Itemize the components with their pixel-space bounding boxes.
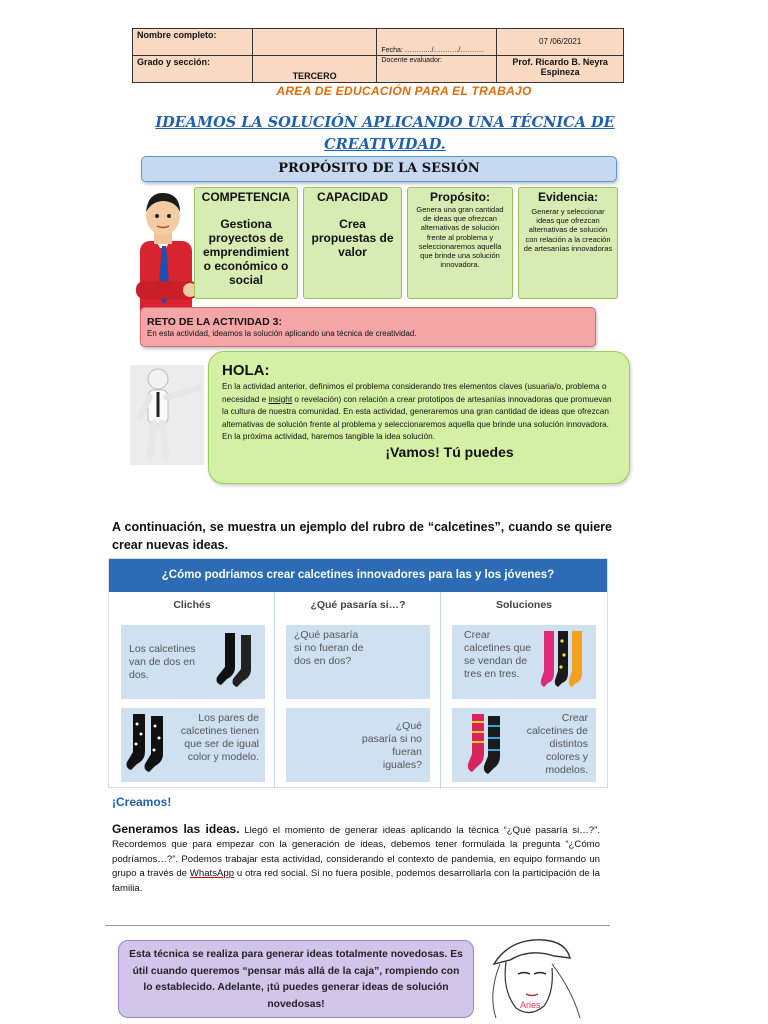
purpose-bar: PROPÓSITO DE LA SESIÓN bbox=[141, 156, 617, 182]
cliche-1-text: Los calcetines van de dos en dos. bbox=[129, 643, 196, 681]
quepasaria-2-text: ¿Qué pasaría si no fueran iguales? bbox=[361, 720, 422, 771]
hola-insight-word: insight bbox=[268, 394, 293, 404]
black-socks-icon bbox=[215, 631, 261, 693]
competencia-body: Gestiona proyectos de emprendimient o económico o social bbox=[202, 217, 289, 287]
evidencia-body: Generar y seleccionar ideas que ofrezcan alternativas de solución con relación a la creación de artesanías innovadoras bbox=[523, 207, 613, 253]
hola-box bbox=[208, 351, 630, 484]
evaluator-label: Docente evaluador: bbox=[377, 56, 497, 83]
hola-title: HOLA: bbox=[222, 362, 270, 379]
cliche-cell-1 bbox=[121, 625, 265, 699]
col-cliches-title: Clichés bbox=[173, 599, 211, 611]
reto-title: RETO DE LA ACTIVIDAD 3: bbox=[147, 316, 282, 328]
vamos-text: ¡Vamos! Tú puedes bbox=[385, 443, 514, 460]
quepasaria-cell-1 bbox=[286, 625, 430, 699]
proposito-card bbox=[407, 187, 513, 299]
capacidad-card bbox=[303, 187, 402, 299]
solucion-1-text: Crear calcetines que se vendan de tres en tres. bbox=[464, 629, 532, 680]
divider-line bbox=[105, 925, 610, 926]
competencia-card bbox=[194, 187, 298, 299]
generamos-paragraph bbox=[112, 822, 600, 896]
whatsapp-word: WhatsApp bbox=[189, 868, 235, 880]
main-title: IDEAMOS LA SOLUCIÓN APLICANDO UNA TÉCNICA DE CREATIVIDAD. bbox=[155, 114, 615, 153]
competencia-title: COMPETENCIA bbox=[201, 190, 291, 204]
solucion-cell-2 bbox=[452, 708, 596, 782]
signature-text: Aries bbox=[520, 1000, 541, 1010]
date-value: 07 /06/2021 bbox=[497, 29, 624, 56]
header-table bbox=[132, 28, 624, 83]
cliche-2-text: Los pares de calcetines tienen que ser de igual color y modelo. bbox=[180, 712, 259, 763]
presenter-figure bbox=[130, 365, 204, 465]
quepasaria-cell-2 bbox=[286, 708, 430, 782]
tecnica-box: Esta técnica se realiza para generar ideas totalmente novedosas. Es útil cuando queremos “pensar más allá de la caja”, rompiendo con lo establecido. Adelante, ¡tú puedes generar ideas de solución novedosas! bbox=[118, 940, 474, 1018]
grade-value: TERCERO bbox=[252, 56, 377, 83]
proposito-body: Genera una gran cantidad de ideas que ofrezcan alternativas de solución frente al problema y seleccionaremos aquella que brinde una solución innovadora. bbox=[416, 205, 504, 270]
figure-question: ¿Cómo podríamos crear calcetines innovadores para las y los jóvenes? bbox=[109, 559, 607, 592]
grade-label: Grado y sección: bbox=[133, 56, 253, 83]
generamos-text-part1: Llegó el momento de generar ideas aplicando la técnica “¿Qué pasaría si…?”. Recordemos que para empezar con la generación de ideas, debemos tener formulada la pregunta “¿Cómo podríamos…?”. Podemos trabajar esta actividad, considerando el contexto de pandemia, en equipo formando un grupo a través de bbox=[112, 825, 601, 880]
solucion-2-text: Crear calcetines de distintos colores y modelos. bbox=[526, 712, 588, 776]
quepasaria-1-text: ¿Qué pasaría si no fueran de dos en dos? bbox=[294, 629, 364, 667]
hola-text bbox=[222, 381, 617, 444]
solucion-cell-1 bbox=[452, 625, 596, 699]
name-label: Nombre completo: bbox=[133, 29, 253, 56]
girl-sketch-illustration bbox=[480, 934, 590, 1020]
striped-socks-icon bbox=[466, 712, 510, 778]
evidencia-card bbox=[518, 187, 618, 299]
creamos-heading: ¡Creamos! bbox=[112, 795, 172, 809]
capacidad-body: Crea propuestas de valor bbox=[311, 217, 394, 259]
teacher-name: Prof. Ricardo B. Neyra Espineza bbox=[497, 56, 624, 83]
reto-text: En esta actividad, ideamos la solución aplicando una técnica de creatividad. bbox=[147, 329, 417, 338]
reto-box bbox=[140, 307, 596, 347]
hola-text-part2: o revelación) con relación a crear prototipos de artesanías innovadoras que promuevan la cultura de nuestra comunidad. En esta actividad, generaremos una gran cantidad de ideas que ofrezcan alternativas de solución frente al problema y seleccionaremos aquella que brinde una solución innovadora. En la próxima actividad, haremos tangible la idea solución. bbox=[222, 394, 612, 442]
proposito-title: Propósito: bbox=[430, 190, 490, 204]
generamos-lead: Generamos las ideas. bbox=[112, 822, 240, 836]
cliche-cell-2 bbox=[121, 708, 265, 782]
hola-text-part1: En la actividad anterior, definimos el problema considerando tres elementos claves (usuaria/o, problema o necesidad e bbox=[222, 382, 607, 404]
socks-example-figure bbox=[108, 558, 608, 788]
evidencia-title: Evidencia: bbox=[537, 190, 599, 204]
dotted-socks-icon bbox=[125, 712, 175, 778]
col-soluciones-title: Soluciones bbox=[495, 599, 552, 611]
fecha-label: Fecha: ……….../………../………. bbox=[377, 29, 497, 56]
generamos-text-part2: u otra red social. Si no fuera posible, podemos desarrollarla con la participación de la familia. bbox=[112, 868, 600, 894]
three-socks-icon bbox=[540, 629, 590, 697]
name-field[interactable] bbox=[252, 29, 377, 56]
area-title: AREA DE EDUCACIÓN PARA EL TRABAJO bbox=[276, 84, 532, 98]
intro-paragraph: A continuación, se muestra un ejemplo del rubro de “calcetines”, cuando se quiere crear nuevas ideas. bbox=[112, 520, 612, 552]
capacidad-title: CAPACIDAD bbox=[316, 190, 389, 204]
col-quepasaria-title: ¿Qué pasaría si…? bbox=[310, 599, 406, 611]
